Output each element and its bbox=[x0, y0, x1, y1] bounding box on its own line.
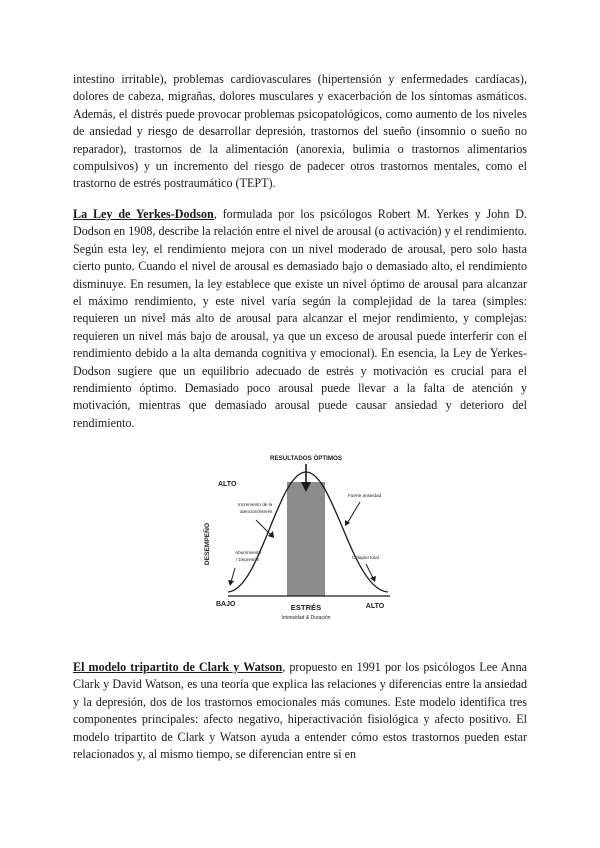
paragraph-yerkes-dodson bbox=[73, 206, 527, 432]
yerkes-dodson-curve-svg bbox=[190, 452, 410, 634]
section-title-yerkes-dodson: La Ley de Yerkes-Dodson bbox=[73, 207, 214, 221]
boredom-arrow-head-icon bbox=[228, 580, 234, 586]
paragraph-distress-effects bbox=[73, 71, 527, 193]
section-title-clark-watson: El modelo tripartito de Clark y Watson bbox=[73, 660, 283, 674]
y-low-label: BAJO bbox=[216, 601, 236, 608]
annotation-increment-line2: atención/interés bbox=[240, 509, 273, 514]
increment-arrow-head-icon bbox=[268, 531, 274, 538]
optimal-performance-band bbox=[287, 482, 325, 596]
annotation-boredom-line1: Aburrimiento bbox=[235, 550, 262, 555]
optimal-results-label: RESULTADOS ÓPTIMOS bbox=[270, 455, 342, 462]
paragraph-text: intestino irritable), problemas cardiovasculares (hipertensión y enfermedades cardíacas), dolores de cabeza, migrañas, dolores musculares y exacerbación de los síntomas asmáticos. Además, el distrés puede provocar problemas psicopatológicos, como aumento de los niveles de ansiedad y riesgo de desarrollar depresión, trastornos del sueño (insomnio o sueño no reparador), trastornos de la alimentación (anorexia, bulimia o trastornos alimentarios compulsivos) y un incremento del riesgo de padecer otros trastornos mentales, como el trastorno de estrés postraumático (TEPT). bbox=[73, 72, 527, 191]
paragraph-clark-watson bbox=[73, 659, 527, 763]
paragraph-text: , propuesto en 1991 por los psicólogos Lee Anna Clark y David Watson, es una teoría que explica las relaciones y diferencias entre la ansiedad y la depresión, dos de los trastornos emocionales más comunes. Este modelo identifica tres componentes principales: afecto negativo, hiperactivación fisiológica y afecto positivo. El modelo tripartito de Clark y Watson ayuda a entender cómo estos trastornos pueden estar relacionados y, al mismo tiempo, se diferencian entre sí en bbox=[73, 660, 527, 762]
x-high-label: ALTO bbox=[365, 603, 385, 610]
yerkes-dodson-figure bbox=[190, 452, 410, 634]
annotation-collapse: Colapso total bbox=[352, 555, 379, 560]
boredom-arrow bbox=[231, 568, 235, 582]
y-axis-label: DESEMPEÑO bbox=[204, 522, 211, 566]
paragraph-text: , formulada por los psicólogos Robert M. Yerkes y John D. Dodson en 1908, describe la relación entre el nivel de arousal (o activación) y el rendimiento. Según esta ley, el rendimiento mejora con un nivel moderado de arousal, pero solo hasta cierto punto. Cuando el nivel de arousal es demasiado bajo o demasiado alto, el rendimiento disminuye. En resumen, la ley establece que existe un nivel óptimo de arousal para alcanzar el máximo rendimiento, y este nivel varía según la complejidad de la tarea (simples: requieren un nivel más alto de arousal para alcanzar el mejor rendimiento, y complejas: requieren un nivel más bajo de arousal, ya que un exceso de arousal puede interferir con el rendimiento debido a la alta demanda cognitiva y emocional). En esencia, la Ley de Yerkes-Dodson sugiere que un equilibrio adecuado de estrés y motivación es crucial para el rendimiento óptimo. Demasiado poco arousal puede llevar a la falta de atención y motivación, mientras que demasiado arousal puede causar ansiedad y deterioro del rendimiento. bbox=[73, 207, 527, 430]
anxiety-arrow-head-icon bbox=[345, 520, 350, 526]
increment-arrow bbox=[256, 520, 270, 534]
x-sub-label: Intensidad & Duración bbox=[281, 615, 331, 621]
annotation-anxiety: Fuerte ansiedad bbox=[348, 493, 382, 498]
annotation-increment-line1: Incremento de la bbox=[238, 502, 273, 507]
annotation-boredom-line2: / Depresión bbox=[236, 557, 260, 562]
anxiety-arrow bbox=[348, 502, 360, 522]
x-axis-label: ESTRÉS bbox=[290, 603, 322, 612]
y-high-label: ALTO bbox=[218, 481, 237, 488]
